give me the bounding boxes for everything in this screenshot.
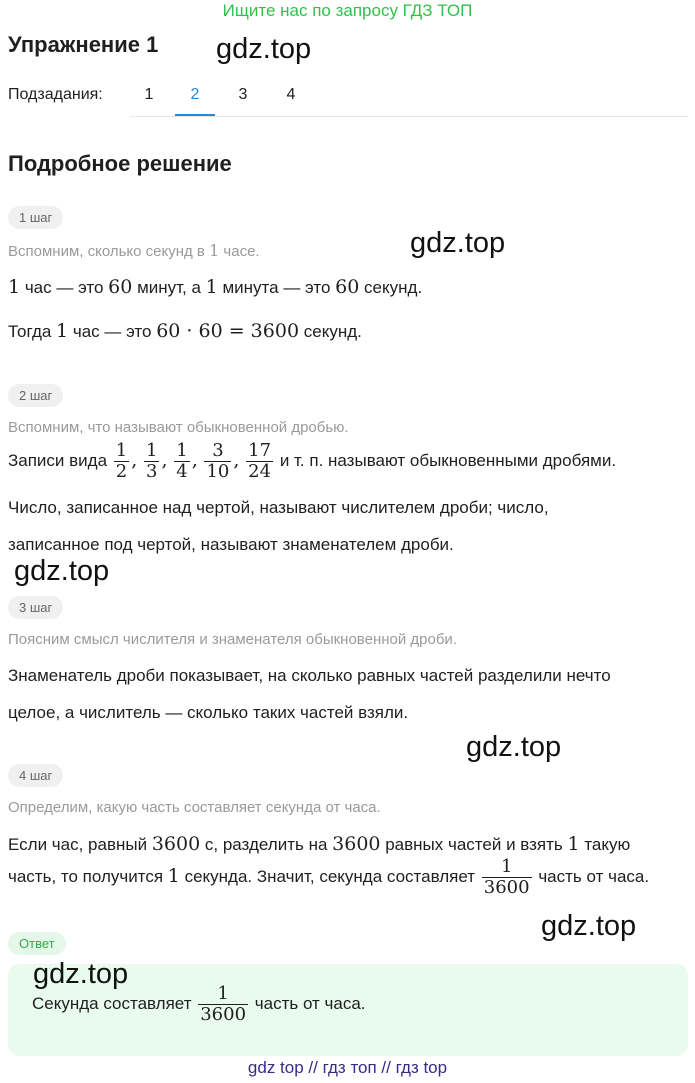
numerator: 1	[500, 856, 513, 877]
solution-heading: Подробное решение	[8, 151, 232, 176]
denominator: 24	[248, 460, 272, 482]
denominator: 3600	[483, 876, 530, 898]
text: часть от часа.	[538, 866, 650, 886]
text: минута — это	[217, 278, 336, 297]
math-expression: 60 · 60 = 3600	[156, 320, 300, 342]
text: секунд.	[359, 278, 423, 297]
numerator: 1	[146, 440, 158, 461]
text: Тогда	[8, 322, 57, 341]
watermark: gdz.top	[33, 958, 129, 990]
fraction	[174, 441, 189, 482]
footer-links[interactable]: gdz top // гдз топ // гдз top	[247, 1058, 448, 1077]
step-4-line-1	[8, 833, 630, 855]
text: Записи вида	[8, 450, 108, 470]
text: часть от часа.	[254, 993, 366, 1013]
subtasks-label: Подзадания:	[8, 86, 103, 103]
step-4-badge: 4 шаг	[8, 764, 63, 787]
text: такую	[579, 835, 631, 854]
step-1-badge: 1 шаг	[8, 206, 63, 229]
step-2-line-2: Число, записанное над чертой, называют числителем дроби; число,	[8, 498, 549, 517]
text: Если час, равный	[8, 835, 152, 854]
denominator: 3	[146, 460, 158, 482]
step-4-line-2	[8, 857, 649, 898]
fraction	[482, 857, 532, 898]
denominator: 10	[206, 460, 230, 482]
answer-text	[32, 984, 366, 1025]
tab-subtask-2[interactable]: 2	[175, 86, 215, 116]
step-3-hint: Поясним смысл числителя и знаменателя обыкновенной дроби.	[8, 631, 457, 648]
math-number: 1	[205, 276, 218, 298]
denominator: 4	[176, 460, 188, 482]
text: секунд.	[299, 322, 362, 341]
text: часть, то получится	[8, 866, 168, 886]
math-number: 1	[167, 864, 180, 887]
math-number: 60	[335, 276, 360, 298]
math-number: 1	[567, 833, 580, 855]
tab-subtask-1[interactable]: 1	[144, 86, 154, 103]
text: секунда. Значит, секунда составляет	[179, 866, 476, 886]
numerator: 1	[217, 983, 229, 1004]
text: Секунда составляет	[32, 993, 192, 1013]
page-title: Упражнение 1	[8, 32, 159, 57]
watermark: gdz.top	[216, 33, 312, 65]
fraction	[144, 441, 159, 482]
text: час — это	[20, 278, 109, 297]
step-3-badge: 3 шаг	[8, 596, 63, 619]
tab-subtask-3[interactable]: 3	[238, 86, 248, 103]
math-number: 1	[56, 320, 69, 342]
text: час — это	[68, 322, 157, 341]
numerator: 3	[212, 440, 224, 461]
tab-subtask-4[interactable]: 4	[286, 86, 296, 103]
answer-badge: Ответ	[8, 932, 66, 955]
text: и т. п. называют обыкновенными дробями.	[279, 450, 617, 470]
subtask-tabs	[130, 84, 688, 117]
watermark: gdz.top	[541, 910, 637, 942]
hint-text: Вспомним, сколько секунд в	[8, 243, 210, 260]
step-1-hint	[8, 241, 260, 260]
math-number: 1	[209, 241, 220, 260]
promo-banner[interactable]: Ищите нас по запросу ГДЗ ТОП	[222, 1, 473, 20]
fraction	[114, 441, 129, 482]
step-1-line-1	[8, 276, 422, 298]
watermark: gdz.top	[14, 555, 110, 587]
watermark: gdz.top	[410, 227, 506, 259]
text: минут, а	[132, 278, 206, 297]
text: равных частей и взять	[380, 835, 568, 854]
math-number: 60	[108, 276, 133, 298]
math-number: 3600	[332, 833, 381, 855]
numerator: 1	[176, 440, 188, 461]
step-3-line-1: Знаменатель дроби показывает, на сколько равных частей разделили нечто	[8, 666, 611, 685]
math-number: 3600	[151, 833, 201, 855]
step-2-line-1: Записи вида $\frac{1}{2}$ , $\frac{1}{3}$ , $\frac{1}{4}$ , $\frac{3}{10}$ , $\frac{17}{24}$ и т. п. называют обыкновенными дробями.	[8, 440, 617, 482]
fraction	[198, 984, 248, 1025]
hint-text: часе.	[219, 243, 260, 260]
math-number: 1	[8, 276, 21, 298]
fraction	[204, 441, 231, 482]
step-4-hint: Определим, какую часть составляет секунда от часа.	[8, 799, 381, 816]
step-2-badge: 2 шаг	[8, 384, 63, 407]
step-1-line-2	[8, 320, 362, 342]
text: с, разделить на	[200, 835, 333, 854]
step-3-line-2: целое, а числитель — сколько таких частей взяли.	[8, 703, 409, 722]
numerator: 17	[248, 440, 272, 461]
fraction	[246, 441, 273, 482]
denominator: 3600	[200, 1003, 247, 1025]
step-2-hint: Вспомним, что называют обыкновенной дробью.	[8, 419, 349, 436]
step-2-line-3: записанное под чертой, называют знаменателем дроби.	[8, 535, 454, 554]
numerator: 1	[115, 440, 128, 461]
denominator: 2	[115, 460, 128, 482]
watermark: gdz.top	[466, 731, 562, 763]
